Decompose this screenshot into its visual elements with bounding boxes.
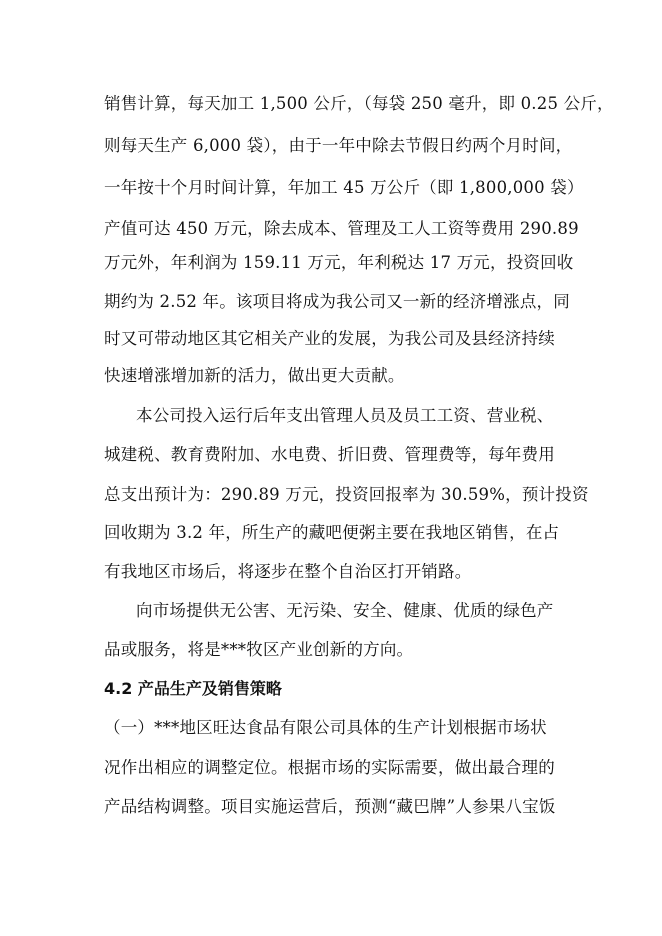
- text-line: 产值可达 450 万元，除去成本、管理及工人工资等费用 290.89: [104, 219, 579, 238]
- text-line: 时又可带动地区其它相关产业的发展，为我公司及县经济持续: [104, 329, 555, 348]
- text-line: 则每天生产 6,000 袋），由于一年中除去节假日约两个月时间，: [104, 136, 573, 155]
- text-line: 一年按十个月时间计算，年加工 45 万公斤（即 1,800,000 袋）: [104, 178, 584, 197]
- text-line: 有我地区市场后，将逐步在整个自治区打开销路。: [104, 562, 472, 581]
- text-line: 向市场提供无公害、无污染、安全、健康、优质的绿色产: [136, 601, 554, 620]
- text-line: 回收期为 3.2 年，所生产的藏吧便粥主要在我地区销售，在占: [104, 523, 560, 542]
- section-heading: 4.2 产品生产及销售策略: [104, 679, 282, 698]
- text-line: 本公司投入运行后年支出管理人员及员工工资、营业税、: [136, 406, 554, 425]
- text-line: 总支出预计为：290.89 万元，投资回报率为 30.59%，预计投资: [104, 485, 589, 504]
- text-line: 城建税、教育费附加、水电费、折旧费、管理费等，每年费用: [104, 445, 555, 464]
- text-line: 产品结构调整。项目实施运营后，预测“藏巴牌”人参果八宝饭: [104, 797, 556, 816]
- text-line: 销售计算，每天加工 1,500 公斤，（每袋 250 毫升，即 0.25 公斤，: [104, 94, 614, 113]
- text-line: （一）***地区旺达食品有限公司具体的生产计划根据市场状: [104, 718, 547, 737]
- text-line: 万元外，年利润为 159.11 万元，年利税达 17 万元，投资回收: [104, 253, 574, 272]
- text-line: 快速增涨增加新的活力，做出更大贡献。: [104, 366, 405, 385]
- text-line: 期约为 2.52 年。该项目将成为我公司又一新的经济增涨点，同: [104, 292, 570, 311]
- text-line: 况作出相应的调整定位。根据市场的实际需要，做出最合理的: [104, 758, 555, 777]
- text-line: 品或服务，将是***牧区产业创新的方向。: [104, 640, 414, 659]
